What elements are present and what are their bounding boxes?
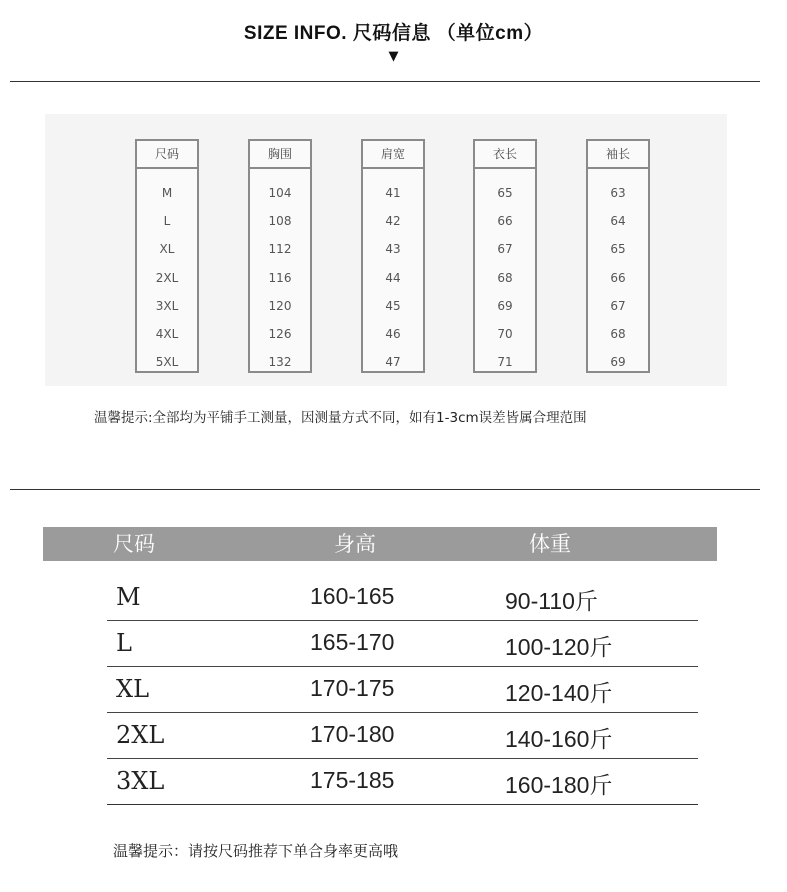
cell: 69 <box>610 355 626 370</box>
cell: 69 <box>497 298 513 313</box>
cell: 70 <box>497 326 513 341</box>
cell: 2XL <box>155 270 179 285</box>
down-arrow-icon: ▼ <box>388 49 399 64</box>
column-cells <box>250 179 310 376</box>
column-header: 袖长 <box>588 141 648 169</box>
cell: 126 <box>268 326 292 341</box>
measurement-note: 温馨提示:全部均为平铺手工测量，因测量方式不同，如有1-3cm误差皆属合理范围 <box>94 410 587 426</box>
cell: 44 <box>385 270 401 285</box>
cell: 43 <box>385 242 401 257</box>
table-row <box>107 621 698 667</box>
column-header: 胸围 <box>250 141 310 169</box>
cell: M <box>161 186 173 200</box>
column-shoulder <box>361 139 425 373</box>
cell: 68 <box>497 270 513 285</box>
table-row <box>107 759 698 805</box>
row-size: L <box>116 629 132 657</box>
column-cells <box>475 179 535 376</box>
recommend-table <box>107 575 698 805</box>
cell: 67 <box>497 242 513 257</box>
column-sleeve <box>586 139 650 373</box>
row-height: 160-165 <box>310 583 395 609</box>
cell: 71 <box>497 355 513 370</box>
cell: 120 <box>268 298 292 313</box>
cell: 66 <box>497 214 513 229</box>
column-cells <box>588 179 648 376</box>
table-row <box>107 713 698 759</box>
page-title: SIZE INFO. 尺码信息 （单位cm） <box>243 23 544 44</box>
column-cells <box>363 179 423 376</box>
cell: 4XL <box>155 326 179 341</box>
table-row <box>107 667 698 713</box>
cell: 68 <box>610 326 626 341</box>
row-weight: 120-140斤 <box>505 680 613 706</box>
table-row <box>107 575 698 621</box>
cell: 64 <box>610 214 626 229</box>
recommend-note: 温馨提示：请按尺码推荐下单合身率更高哦 <box>113 842 399 860</box>
middle-divider <box>10 489 760 490</box>
column-length <box>473 139 537 373</box>
cell: 5XL <box>155 355 179 370</box>
row-weight: 140-160斤 <box>505 726 613 752</box>
cell: XL <box>159 242 175 257</box>
row-weight: 100-120斤 <box>505 634 613 660</box>
row-size: 2XL <box>116 721 165 749</box>
row-weight: 90-110斤 <box>505 588 598 614</box>
column-size <box>135 139 199 373</box>
column-chest <box>248 139 312 373</box>
cell: 112 <box>268 242 292 257</box>
row-height: 170-180 <box>310 721 395 747</box>
cell: 132 <box>268 355 292 370</box>
column-header: 肩宽 <box>363 141 423 169</box>
row-height: 170-175 <box>310 675 395 701</box>
recommend-header <box>43 527 717 561</box>
cell: 65 <box>610 242 626 257</box>
measurement-panel <box>45 114 727 386</box>
cell: L <box>163 214 171 229</box>
row-size: M <box>116 583 141 611</box>
cell: 63 <box>610 186 626 200</box>
header-weight: 体重 <box>529 532 571 556</box>
top-divider <box>10 81 760 82</box>
cell: 41 <box>385 186 401 200</box>
cell: 104 <box>268 186 292 200</box>
row-height: 165-170 <box>310 629 395 655</box>
cell: 42 <box>385 214 401 229</box>
row-size: 3XL <box>116 767 165 795</box>
column-header: 衣长 <box>475 141 535 169</box>
cell: 108 <box>268 214 292 229</box>
row-weight: 160-180斤 <box>505 772 613 798</box>
cell: 66 <box>610 270 626 285</box>
cell: 46 <box>385 326 401 341</box>
cell: 67 <box>610 298 626 313</box>
cell: 45 <box>385 298 401 313</box>
row-size: XL <box>116 675 150 703</box>
cell: 47 <box>385 355 401 370</box>
row-height: 175-185 <box>310 767 395 793</box>
header-height: 身高 <box>334 532 376 556</box>
header-size: 尺码 <box>113 532 155 556</box>
cell: 116 <box>268 270 292 285</box>
column-header: 尺码 <box>137 141 197 169</box>
cell: 3XL <box>155 298 179 313</box>
cell: 65 <box>497 186 513 200</box>
column-cells <box>137 179 197 376</box>
